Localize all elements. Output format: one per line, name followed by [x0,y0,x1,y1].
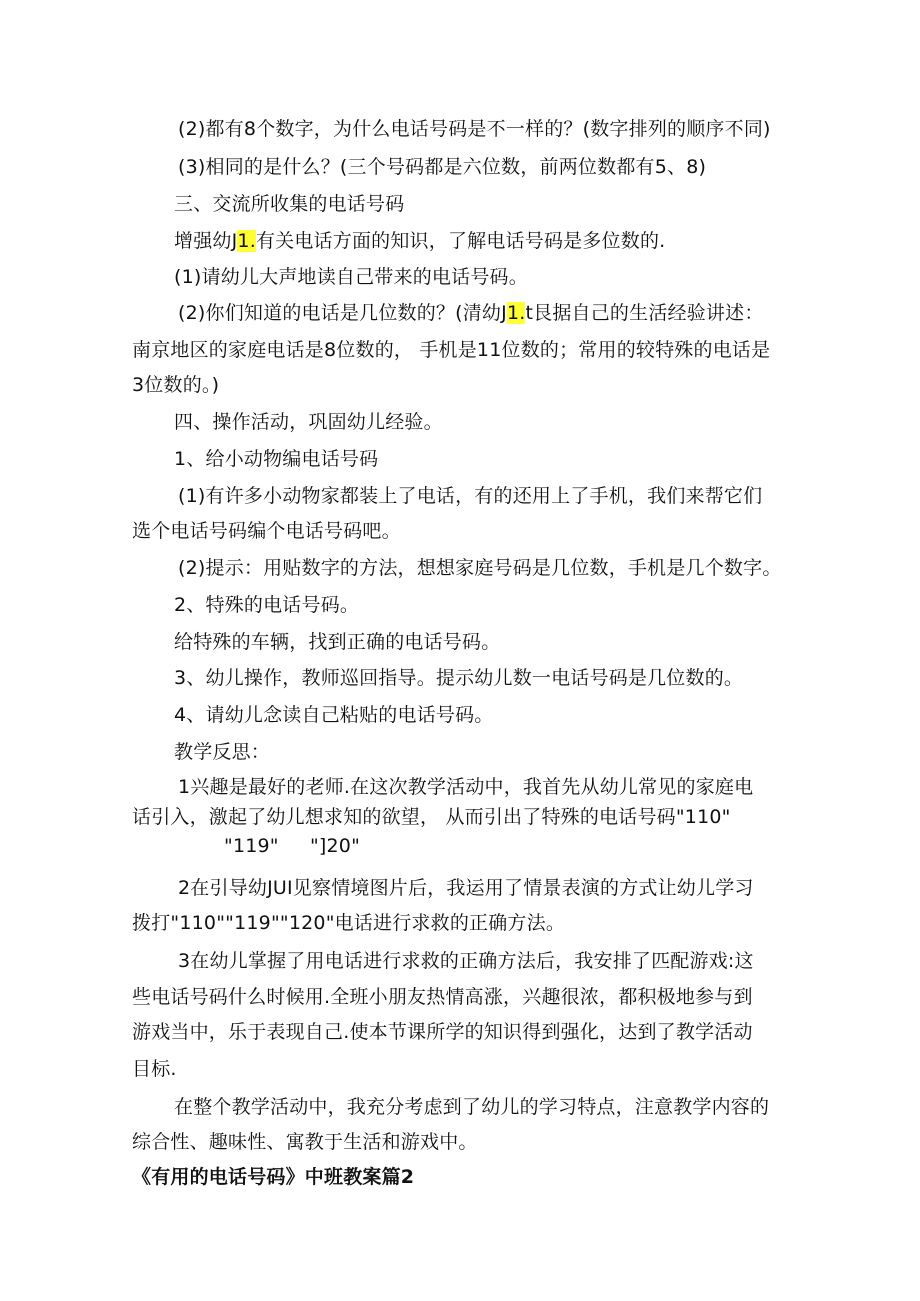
text-line: (2)都有8个数字，为什么电话号码是不一样的？(数字排列的顺序不同) [178,118,771,140]
text-line: 四、操作活动，巩固幼儿经验。 [174,411,443,433]
highlighted-text: 1. [506,302,526,324]
text-line: 选个电话号码编个电话号码吧。 [132,520,401,542]
text-line: 综合性、趣味性、寓教于生活和游戏中。 [132,1131,478,1153]
text-line: 教学反思： [174,741,271,763]
text-line: (1)有许多小动物家都装上了电话，有的还用上了手机，我们来帮它们 [178,485,763,507]
text-line: 拨打"110""119""120"电话进行求救的正确方法。 [132,912,566,934]
text-line: 4、请幼儿念读自己粘贴的电话号码。 [174,704,494,726]
text-line: 1兴趣是最好的老师.在这次教学活动中，我首先从幼儿常见的家庭电 [178,776,754,798]
text-line: 给特殊的车辆，找到正确的电话号码。 [174,631,501,653]
text-line: 三、交流所收集的电话号码 [174,193,405,215]
text-line: (1)请幼儿大声地读自己带来的电话号码。 [174,266,528,288]
text-line: (2)提示：用贴数字的方法，想想家庭号码是几位数，手机是几个数字。 [178,557,782,579]
highlighted-text: 1. [237,230,256,252]
text-segment: t艮据自己的生活经验讲述： [525,302,764,324]
text-line: "119" "]20" [224,835,361,857]
text-segment: 有关电话方面的知识，了解电话号码是多位数的. [255,230,666,252]
text-line: 1、给小动物编电话号码 [174,448,379,470]
text-line [178,301,764,325]
text-line: 2在引导幼JUI见察情境图片后，我运用了情景表演的方式让幼儿学习 [178,877,754,899]
text-line: 2、特殊的电话号码。 [174,594,360,616]
text-line: 目标. [132,1058,177,1080]
text-line: 些电话号码什么时候用.全班小朋友热情高涨，兴趣很浓，都积极地参与到 [132,986,753,1008]
text-line: 南京地区的家庭电话是8位数的， 手机是11位数的；常用的较特殊的电话是 [132,339,771,361]
text-line: 游戏当中，乐于表现自己.使本节课所学的知识得到强化，达到了教学活动 [132,1021,753,1043]
text-segment: (2)你们知道的电话是几位数的？(清幼J [178,302,507,324]
text-line: 3位数的。) [132,374,220,396]
text-line: 话引入，激起了幼儿想求知的欲望， 从而引出了特殊的电话号码"110" [132,806,731,828]
text-segment: 增强幼J [174,230,238,252]
text-line: (3)相同的是什么？(三个号码都是六位数，前两位数都有5、8) [178,156,707,178]
section-heading: 《有用的电话号码》中班教案篇2 [132,1166,415,1188]
text-line [174,229,665,253]
text-line: 3在幼儿掌握了用电话进行求救的正确方法后，我安排了匹配游戏:这 [178,950,754,972]
text-line: 3、幼儿操作，教师巡回指导。提示幼儿数一电话号码是几位数的。 [174,667,744,689]
text-line: 在整个教学活动中，我充分考虑到了幼儿的学习特点，注意教学内容的 [174,1096,770,1118]
